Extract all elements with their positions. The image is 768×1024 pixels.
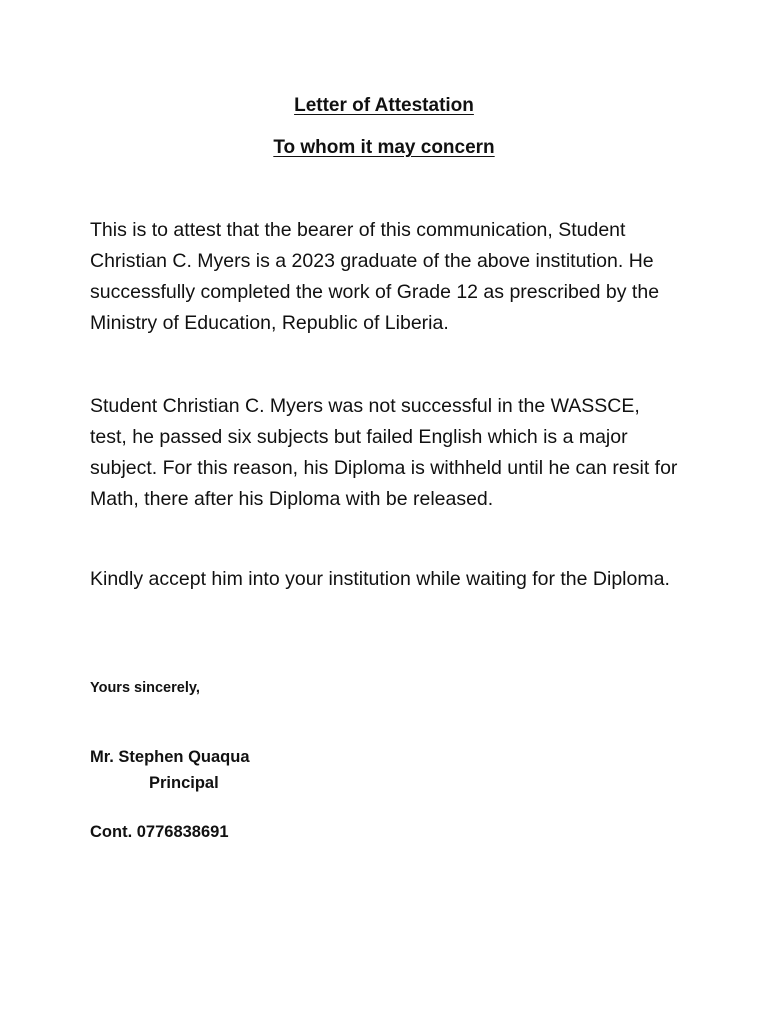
signer-name: Mr. Stephen Quaqua bbox=[90, 748, 250, 766]
closing-line: Yours sincerely, bbox=[90, 680, 200, 696]
letter-title: Letter of Attestation bbox=[294, 95, 474, 116]
body-paragraph-attestation: This is to attest that the bearer of this communication, Student Christian C. Myers is a 2023 graduate of the above institution. He successfully completed the work of Grade 12 as prescribed by the Ministry of Education, Republic of Liberia. bbox=[90, 219, 660, 334]
letter-salutation: To whom it may concern bbox=[273, 137, 495, 158]
signer-title: Principal bbox=[149, 774, 219, 792]
body-paragraph-wassce: Student Christian C. Myers was not successful in the WASSCE, test, he passed six subjects but failed English which is a major subject. For this reason, his Diploma is withheld until he can resit for Math, there after his Diploma with be released. bbox=[90, 395, 678, 510]
body-paragraph-request: Kindly accept him into your institution while waiting for the Diploma. bbox=[90, 568, 670, 590]
contact-number: Cont. 0776838691 bbox=[90, 823, 229, 841]
